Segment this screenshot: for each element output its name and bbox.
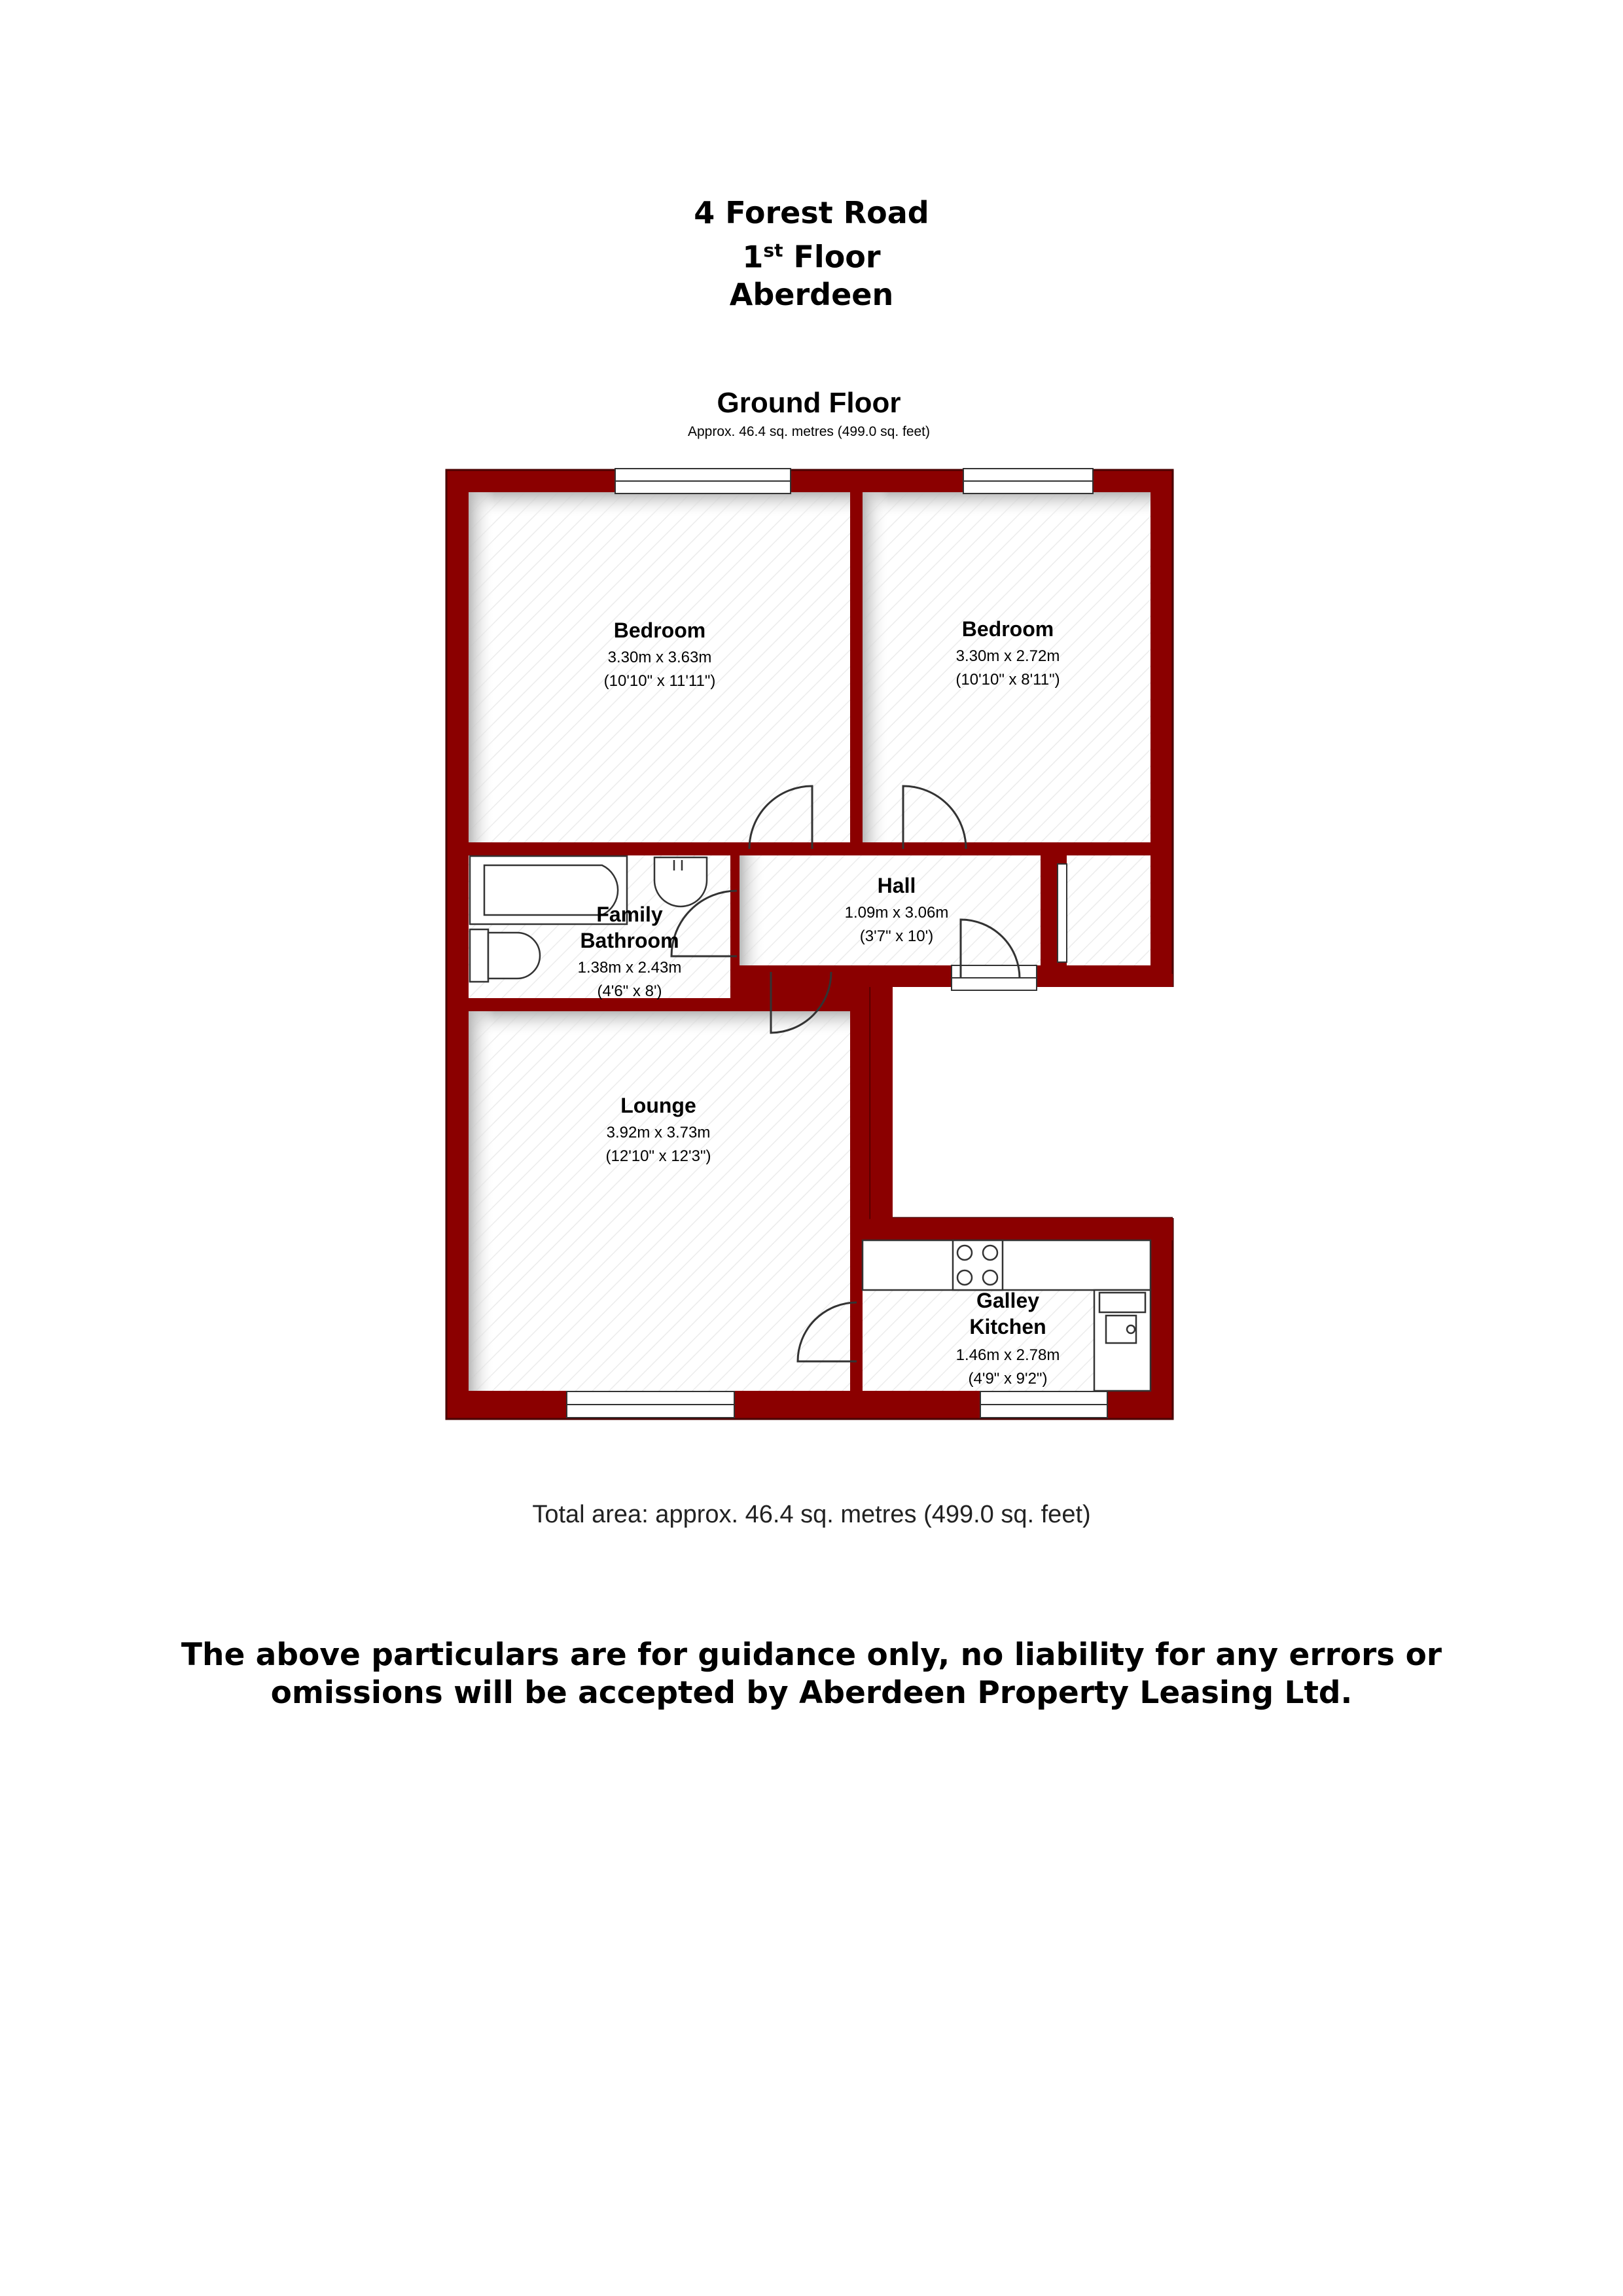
bedroom1-imperial: (10'10" x 11'11") <box>603 672 716 690</box>
bedroom1-name: Bedroom <box>613 619 706 642</box>
kitchen-metric: 1.46m x 2.78m <box>955 1346 1060 1364</box>
bathroom-name-line2: Bathroom <box>580 929 679 952</box>
disclaimer <box>0 1636 1623 1712</box>
bedroom2-name: Bedroom <box>961 617 1054 641</box>
bedroom2-metric: 3.30m x 2.72m <box>955 647 1060 665</box>
lounge-name: Lounge <box>620 1094 696 1117</box>
floor-suffix: st <box>763 240 783 261</box>
lounge-imperial: (12'10" x 12'3") <box>605 1147 711 1165</box>
plan-subtitle: Approx. 46.4 sq. metres (499.0 sq. feet) <box>687 424 931 439</box>
bedroom2-imperial: (10'10" x 8'11") <box>955 671 1060 689</box>
hall-name: Hall <box>877 874 916 897</box>
hall-imperial: (3'7" x 10') <box>859 927 934 945</box>
city-line: Aberdeen <box>729 277 894 313</box>
kitchen-name-line2: Kitchen <box>969 1315 1046 1338</box>
disclaimer-line1: The above particulars are for guidance only, no liability for any errors or <box>181 1637 1442 1673</box>
disclaimer-line2: omissions will be accepted by Aberdeen Property Leasing Ltd. <box>270 1675 1353 1711</box>
bathroom-imperial: (4'6" x 8') <box>597 982 662 1000</box>
bathroom-name-line1: Family <box>596 903 663 926</box>
total-area: Total area: approx. 46.4 sq. metres (499.0 sq. feet) <box>532 1501 1091 1528</box>
kitchen-imperial: (4'9" x 9'2") <box>968 1370 1048 1388</box>
hall-metric: 1.09m x 3.06m <box>844 904 949 922</box>
plan-title: Ground Floor <box>717 387 901 419</box>
address-line: 4 Forest Road <box>694 195 929 230</box>
kitchen-name-line1: Galley <box>976 1289 1040 1312</box>
lounge-metric: 3.92m x 3.73m <box>606 1124 711 1141</box>
floor-word: Floor <box>793 239 881 275</box>
floor-number: 1 <box>742 239 764 275</box>
bedroom1-metric: 3.30m x 3.63m <box>607 649 712 666</box>
bathroom-metric: 1.38m x 2.43m <box>577 959 682 977</box>
